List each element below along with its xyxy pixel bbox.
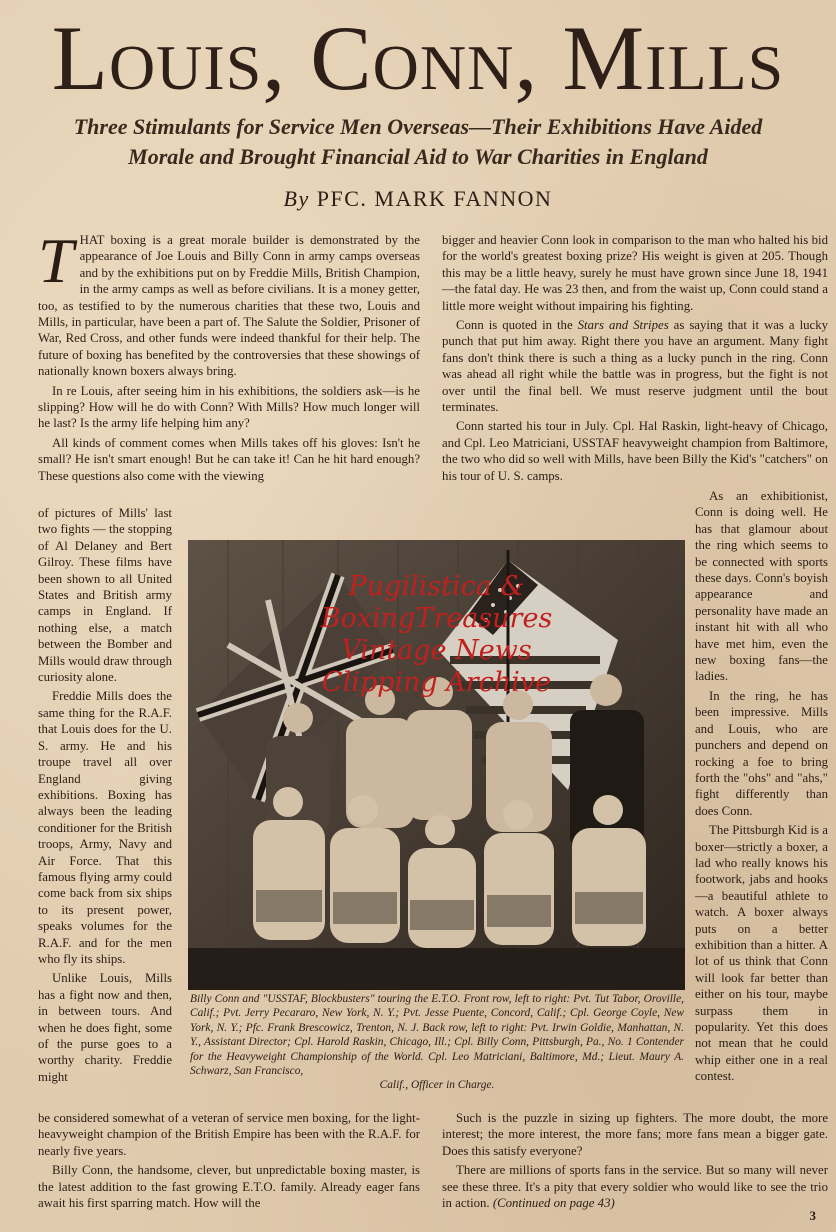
paragraph: Such is the puzzle in sizing up fighters. The more doubt, the more interest; the more interest, the more fans; more fans mean a bigger gate. Does this satisfy everyone?	[442, 1111, 828, 1158]
caption-text: Billy Conn and "USSTAF, Blockbusters" touring the E.T.O. Front row, left to right: Pvt. Tut Tabor, Oroville, Calif.; Pvt. Jerry Pecararo, New York, N. Y.; Pvt. Jesse Puente, Concord, Calif.; Cpl. George Coyle, New York, N. Y.; Pfc. Frank Brescowicz, Trenton, N. J. Back row, left to right: Pvt. Irwin Goldie, Manhattan, N. Y., Assistant Director; Cpl. Harold Raskin, Chicago, Ill.; Cpl. Billy Conn, Pittsburgh, Pa., No. 1 Contender for the Heavyweight Championship of the World. Cpl. Leo Matriciani, Baltimore, Md.; Lieut. Maury A. Schwarz, San Francisco,	[190, 993, 684, 1078]
paragraph-text: HAT boxing is a great morale builder is demonstrated by the appearance of Joe Louis and Billy Conn in army camps overseas and by the exhibitions put on by Freddie Mills, British Champion, in the army camps as well as before civilians. It is a money getter, too, as testified to by the numerous charities that these two, Louis and Mills, in particular, have been a part of. The Salute the Soldier, Prisoner of War, Red Cross, and other funds were indeed thankful for their help. The future of boxing has benefited by the controversies that these showings of nationally known boxers always bring.	[38, 233, 420, 379]
paragraph: In the ring, he has been impressive. Mills and Louis, who are punchers and depend on rocking a foe to bring forth the "ohs" and "ahs," fight differently than does Conn.	[695, 688, 828, 818]
drop-cap: T	[38, 225, 74, 296]
team-photo	[188, 540, 685, 990]
paragraph: be considered somewhat of a veteran of service men boxing, for the light-heavyweight champion of the British Empire has been with the R.A.F. for nearly five years.	[38, 1111, 420, 1158]
team-photo-image	[188, 540, 685, 990]
paragraph-text: There are millions of sports fans in the service. But so many will never see these three. It's a pity that every soldier who would like to see the trio in action.	[442, 1163, 828, 1211]
page-number: 3	[809, 1208, 816, 1223]
article-column-left-narrow	[38, 505, 172, 1088]
headline: Louis, Conn, Mills	[51, 7, 785, 109]
paragraph: Conn started his tour in July. Cpl. Hal Raskin, light-heavy of Chicago, and Cpl. Leo Matriciani, USSTAF heavyweight champion from Baltimore, the two who did so well with Mills, have been Billy the Kid's "catchers" on his tour of U. S. camps.	[442, 419, 828, 483]
paragraph	[38, 225, 420, 380]
paragraph: All kinds of comment comes when Mills takes off his gloves: Isn't he small? He isn't smart enough! But he can take it! Can he hit hard enough? These questions also come with the viewing	[38, 435, 420, 483]
paragraph-text: as saying that it was a lucky punch that put him away. Right there you have an argument. Many fight fans don't think there is such a thing as a lucky punch in the ring. Conn was ahead all right while the battle was in progress, but the fight is not over until the final bell. We must reserve judgment until the bout terminates.	[442, 318, 828, 415]
paragraph: Billy Conn, the handsome, clever, but unpredictable boxing master, is the latest addition to the fast growing E.T.O. family. Already eager fans await his first sparring match. How will the	[38, 1163, 420, 1211]
paragraph-text: Conn is quoted in the	[456, 318, 578, 333]
subtitle-line-1: Three Stimulants for Service Men Overseas—Their Exhibitions Have Aided	[73, 114, 763, 139]
article-column-right-top	[442, 232, 828, 487]
watermark-line: Clipping Archive	[321, 667, 552, 698]
watermark-line: Pugilistica &	[348, 571, 525, 602]
continued-note: (Continued on page 43)	[492, 1196, 615, 1211]
byline-by: By	[283, 186, 310, 211]
byline	[0, 186, 836, 212]
byline-author: PFC. MARK FANNON	[316, 186, 553, 211]
paragraph: Freddie Mills does the same thing for the R.A.F. that Louis does for the U. S. army. He and his troupe travel all over England giving exhibitions. Boxing has always been the leading conditioner for the British troops, Army, Navy and Air Force. That this famous flying army could come back from six ships to its present power, speaks volumes for the R.A.F. and for the men who fly its ships.	[38, 689, 172, 966]
article-column-left-bottom	[38, 1110, 420, 1214]
paragraph: bigger and heavier Conn look in comparison to the man who halted his bid for the world's greatest boxing prize? His weight is given at 205. Though this may be a little heavy, surely he must have grown since June 18, 1941—the fatal day. He was 23 then, and from the waist up, Conn could stand a little more weight without impairing his fighting.	[442, 233, 828, 313]
article-column-right-narrow	[695, 488, 828, 1088]
article-column-left-top	[38, 225, 420, 487]
subtitle-line-2: Morale and Brought Financial Aid to War Charities in England	[128, 144, 708, 169]
paragraph: Unlike Louis, Mills has a fight now and then, in between tours. And when he does fight, some of the purse goes to a worthy charity. Freddie might	[38, 971, 172, 1084]
paragraph	[442, 1162, 828, 1211]
photo-caption	[190, 992, 684, 1093]
paragraph: As an exhibitionist, Conn is doing well. He has that glamour about the ring which seems to be connected with sports these days. Conn's boyish appearance and personality have made an instant hit with all who have met him, even the new boxing fans—the ladies.	[695, 489, 828, 684]
paragraph: The Pittsburgh Kid is a boxer—strictly a boxer, a lad who really knows his footwork, jabs and hooks—a beautiful athlete to watch. A boxer always puts on a better exhibition than a hitter. A lot of us think that Conn will look far better than either on his tour, maybe surpass them in popularity. Yet this does not mean that he could whip either one in a real contest.	[695, 823, 828, 1084]
paragraph: of pictures of Mills' last two fights — the stopping of Al Delaney and Bert Gilroy. These films have been shown to all United States and British army camps in England. If nothing else, a match between the Bomber and Mills would draw through curiosity alone.	[38, 506, 173, 685]
caption-text-last: Calif., Officer in Charge.	[379, 1079, 495, 1092]
watermark-line: BoxingTreasures	[320, 603, 553, 634]
watermark-line: Vintage News	[341, 635, 532, 666]
paragraph	[442, 317, 828, 415]
newspaper-title: Stars and Stripes	[577, 318, 669, 333]
paragraph: In re Louis, after seeing him in his exhibitions, the soldiers ask—is he slipping? How will he do with Conn? With Mills? How much longer will he last? Is the army life helping him any?	[38, 383, 420, 431]
article-column-right-bottom	[442, 1110, 828, 1214]
